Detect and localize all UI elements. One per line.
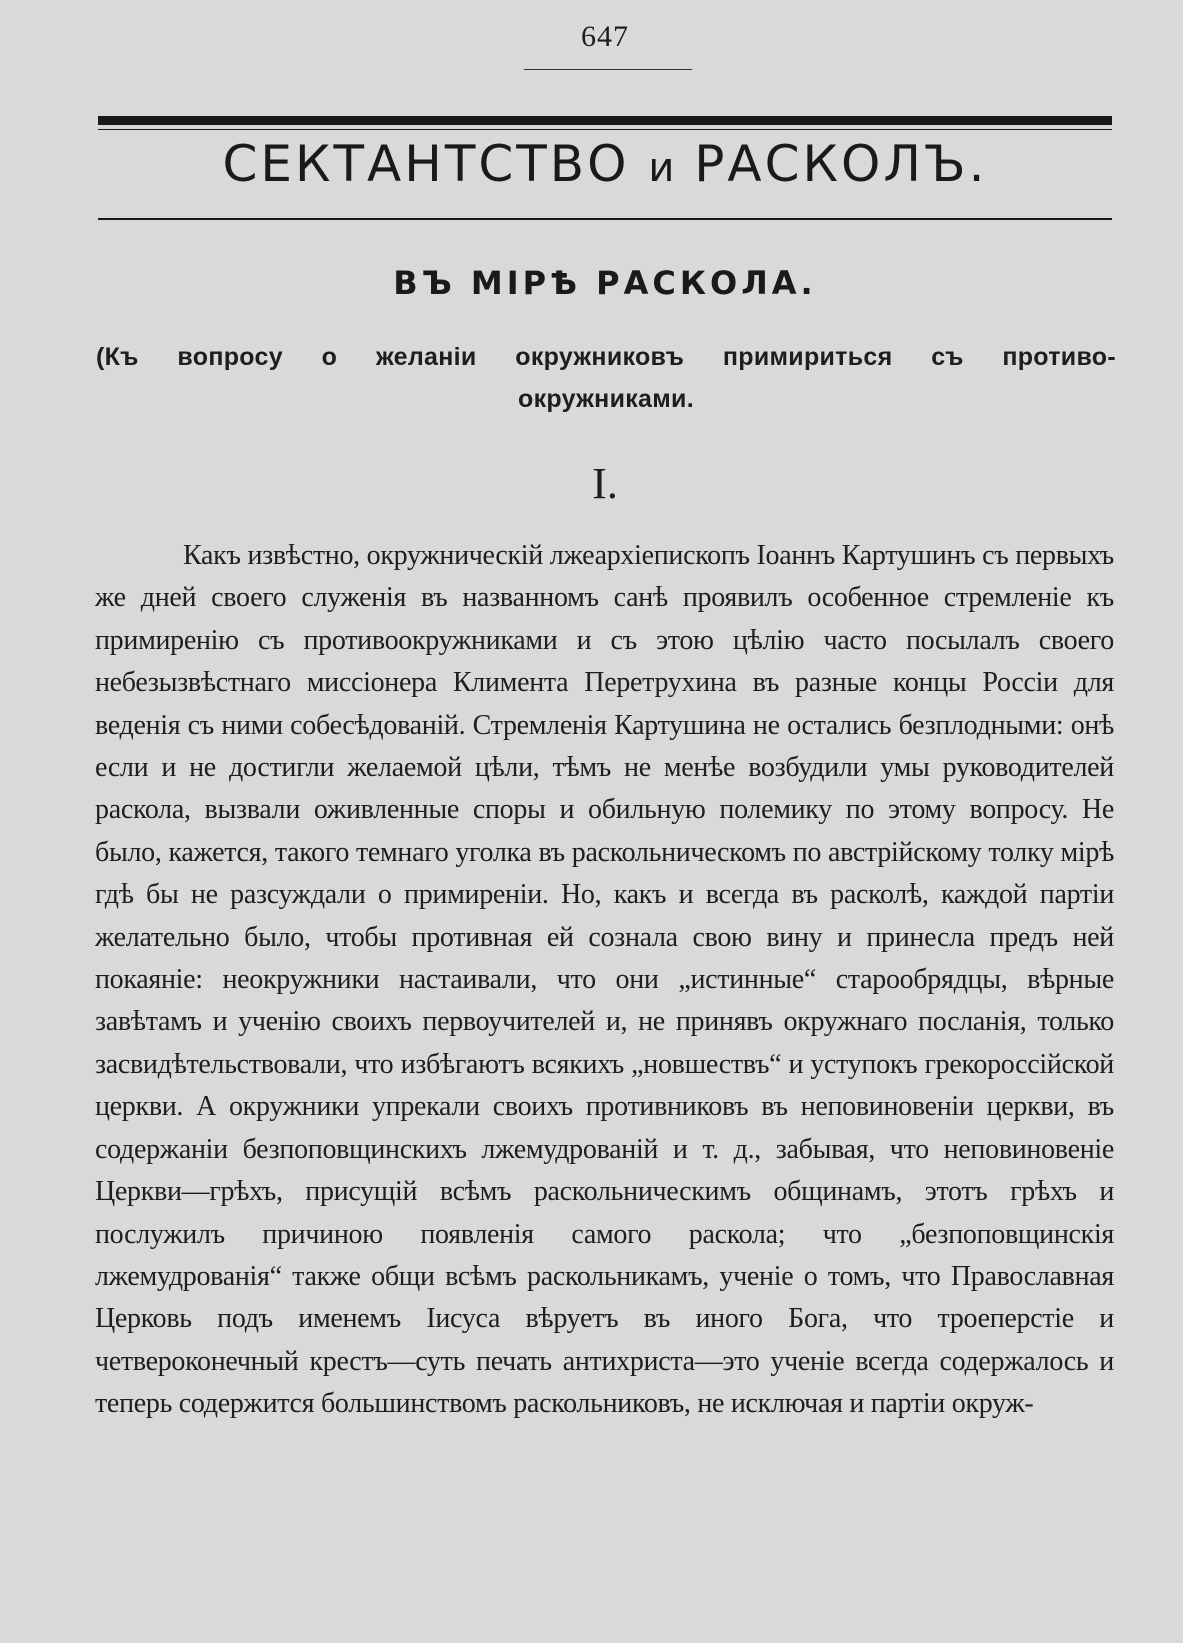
page-number-rule <box>524 69 692 70</box>
section-heading <box>98 135 1112 193</box>
top-thin-rule <box>98 129 1112 130</box>
page-number: 647 <box>581 20 629 53</box>
section-heading-part1: СЕКТАНТСТВО <box>222 135 630 193</box>
section-heading-part2: РАСКОЛЪ. <box>694 135 988 193</box>
chapter-numeral: I. <box>592 459 618 508</box>
body-paragraph: Какъ извѣстно, окружническій лжеархіепископъ Іоаннъ Картушинъ съ первыхъ же дней своего служенія въ названномъ санѣ проявилъ особенное стремленіе къ примиренію съ противоокружниками и съ этою цѣлію часто посылалъ своего небезызвѣстнаго миссіонера Климента Перетрухина въ разные концы Россіи для веденія съ ними собесѣдованій. Стремленія Картушина не остались безплодными: онѣ если и не достигли желаемой цѣли, тѣмъ не менѣе возбудили умы руководителей раскола, вызвали оживленные споры и обильную полемику по этому вопросу. Не было, кажется, такого темнаго уголка въ раскольническомъ по австрійскому толку мірѣ гдѣ бы не разсуждали о примиреніи. Но, какъ и всегда въ расколѣ, каждой партіи желательно было, чтобы противная ей сознала свою вину и принесла предъ ней покаяніе: неокружники настаивали, что они „истинные“ старообрядцы, вѣрные завѣтамъ и ученію своихъ первоучителей и, не принявъ окружнаго посланія, только засвидѣтельствовали, что избѣгаютъ всякихъ „новшествъ“ и уступокъ грекороссійской церкви. А окружники упрекали своихъ противниковъ въ неповиновеніи церкви, въ содержаніи безпоповщинскихъ лжемудрованій и т. д., забывая, что неповиновеніе Церкви—грѣхъ, присущій всѣмъ раскольническимъ общинамъ, этотъ грѣхъ и послужилъ причиною появленія самого раскола; что „безпоповщинскія лжемудрованія“ также общи всѣмъ раскольникамъ, ученіе о томъ, что Православная Церковь подъ именемъ Іисуса вѣруетъ въ иного Бога, что троеперстіе и четвероконечный крестъ—суть печать антихриста—это ученіе всегда содержалось и теперь содержится большинствомъ раскольниковъ, не исключая и партіи окруж- <box>95 540 1114 1420</box>
article-subtitle: (Къ вопросу о желаніи окружниковъ примириться съ противо-окружниками. <box>96 343 1116 413</box>
section-heading-conjunction: и <box>648 145 676 191</box>
heading-rule <box>98 218 1112 220</box>
article-title: ВЪ МІРѢ РАСКОЛА. <box>393 264 817 302</box>
top-thick-rule <box>98 116 1112 125</box>
